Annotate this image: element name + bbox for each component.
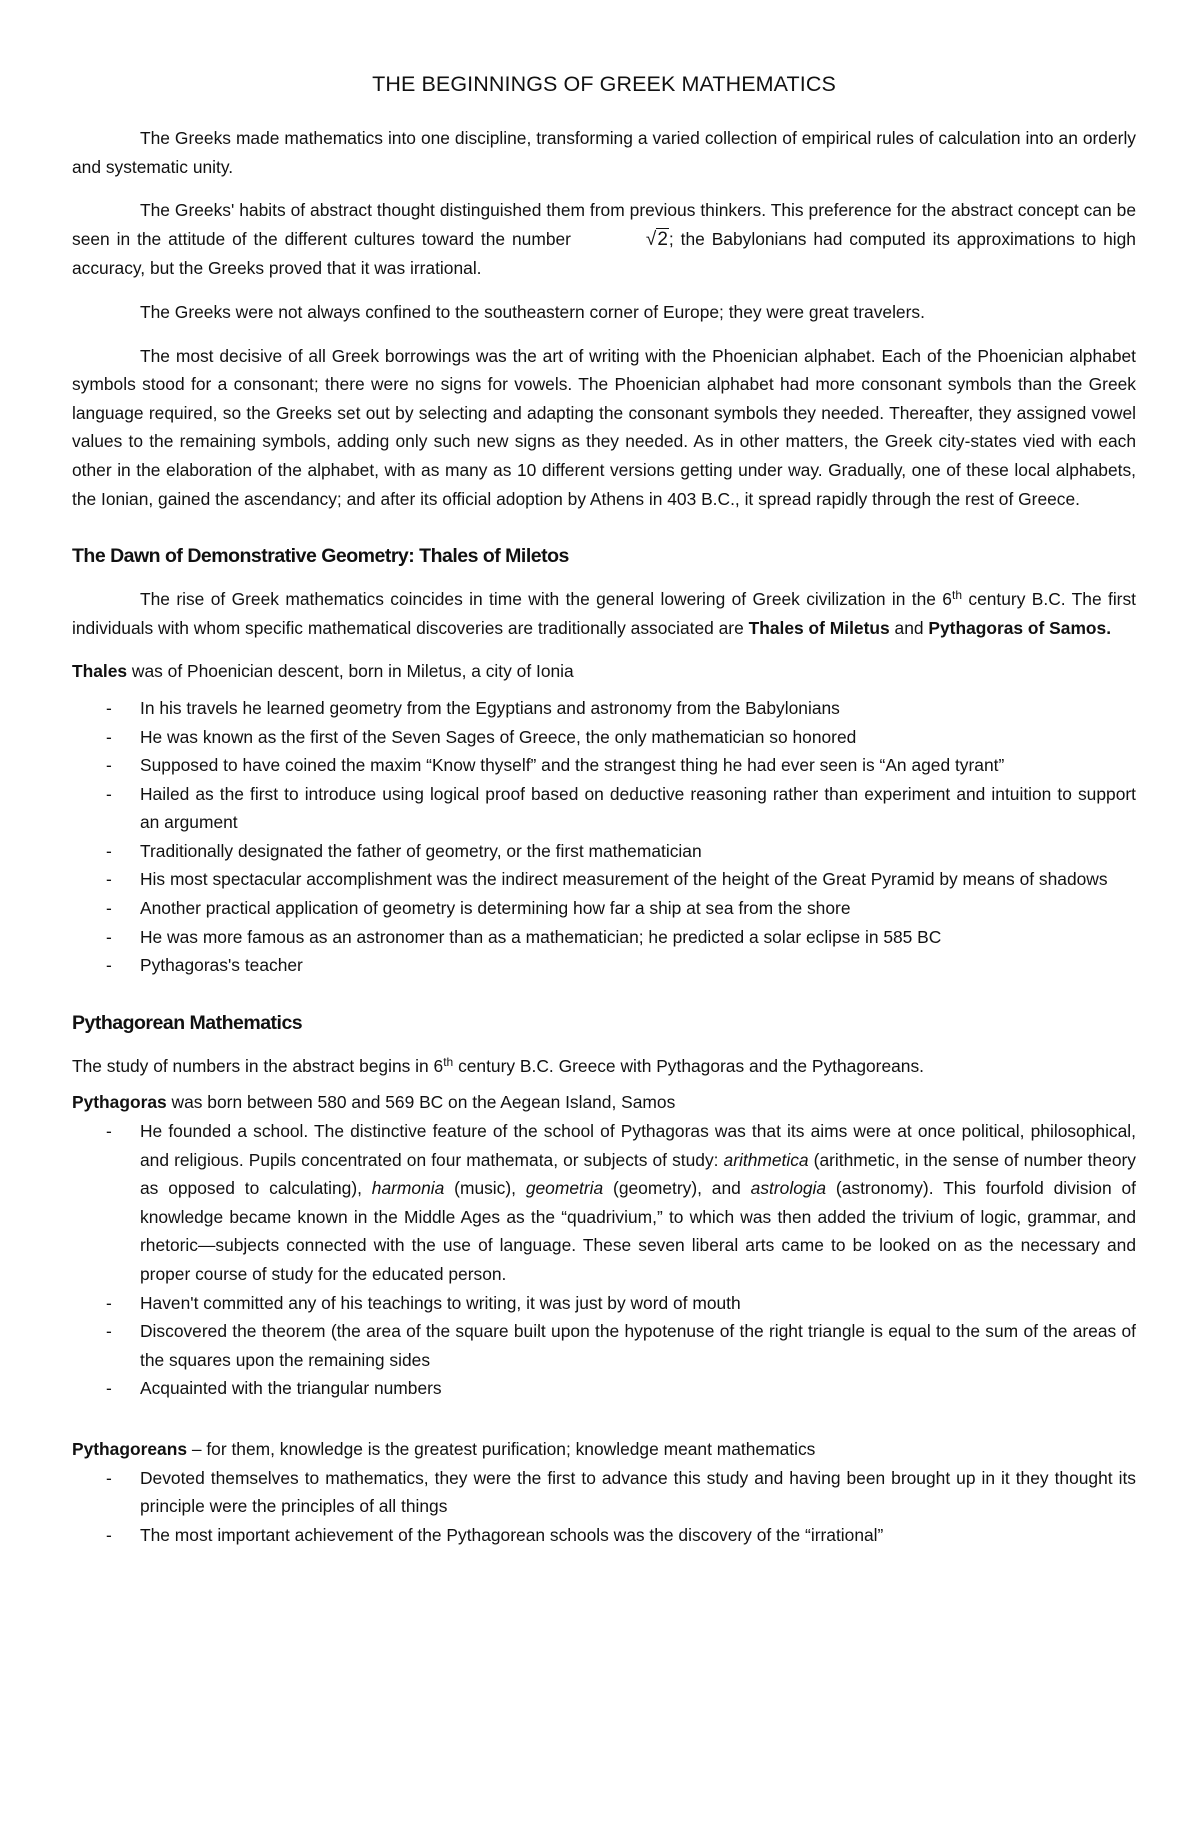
radicand: 2 (657, 228, 668, 250)
pythagoras-label-bold: Pythagoras (72, 1092, 167, 1113)
thales-name-bold: Thales of Miletus (748, 617, 890, 638)
list-item-text: Traditionally designated the father of geometry, or the first mathematician (140, 840, 702, 861)
dash-marker: - (106, 840, 112, 861)
italic-term: harmonia (371, 1178, 445, 1199)
dash-marker: - (106, 1121, 112, 1142)
ordinal-superscript: th (443, 1054, 454, 1069)
thales-intro-and: and (889, 617, 929, 638)
list-item-text: The most important achievement of the Pythagorean schools was the discovery of the “irrational” (140, 1524, 884, 1545)
italic-term: geometria (525, 1178, 604, 1199)
thales-descent-text: was of Phoenician descent, born in Miletus, a city of Ionia (127, 661, 574, 682)
pythagorean-intro-paragraph (72, 1052, 1136, 1081)
intro-p2-text-before: The Greeks' habits of abstract thought distinguished them from previous thinkers. This preference for the abstract concept can be seen in the attitude of the different cultures toward the number (72, 200, 1136, 249)
list-item (72, 1464, 1136, 1521)
dash-marker: - (106, 898, 112, 919)
intro-paragraph-4: The most decisive of all Greek borrowings was the art of writing with the Phoenician alphabet. Each of the Phoenician alphabet symbols stood for a consonant; there were no signs for vowels. The Phoenician alphabet had more consonant symbols than the Greek language required, so the Greeks set out by selecting and adapting the consonant symbols they needed. Thereafter, they assigned vowel values to the remaining symbols, adding only such new signs as they needed. As in other matters, the Greek city-states vied with each other in the elaboration of the alphabet, with as many as 10 different versions getting under way. Gradually, one of these local alphabets, the Ionian, gained the ascendancy; and after its official adoption by Athens in 403 B.C., it spread rapidly through the rest of Greece. (72, 345, 1136, 509)
intro-paragraph-2 (72, 196, 1136, 283)
dash-marker: - (106, 1292, 112, 1313)
list-item (72, 894, 1136, 923)
pythagoreans-line (72, 1435, 1136, 1464)
list-item-text: Supposed to have coined the maxim “Know thyself” and the strangest thing he had ever seen is “An aged tyrant” (140, 755, 1005, 776)
list-item-text: Haven't committed any of his teachings to writing, it was just by word of mouth (140, 1292, 741, 1313)
list-item-text: Pythagoras's teacher (140, 955, 303, 976)
pythagoras-name-bold: Pythagoras of Samos. (928, 617, 1112, 638)
dash-marker: - (106, 1378, 112, 1399)
pythagorean-intro-text-1: The study of numbers in the abstract begins in 6 (72, 1055, 444, 1076)
list-item (72, 780, 1136, 837)
radical-sign: √ (645, 228, 657, 250)
list-item-text: Devoted themselves to mathematics, they were the first to advance this study and having been brought up in it they thought its principle were the principles of all things (140, 1467, 1136, 1517)
pythagorean-intro-text-2: century B.C. Greece with Pythagoras and the Pythagoreans. (453, 1055, 925, 1076)
dash-marker: - (106, 1467, 112, 1488)
dash-marker: - (106, 697, 112, 718)
list-item-text: Acquainted with the triangular numbers (140, 1378, 442, 1399)
ordinal-superscript: th (951, 588, 962, 603)
dash-marker: - (106, 1524, 112, 1545)
pythagoreans-bullet-list (72, 1464, 1136, 1550)
pythagoreans-label-bold: Pythagoreans (72, 1438, 188, 1459)
italic-term: arithmetica (723, 1149, 809, 1170)
thales-descent-line (72, 657, 1136, 686)
list-item (72, 837, 1136, 866)
list-item (72, 1521, 1136, 1550)
list-item-text: He was more famous as an astronomer than as a mathematician; he predicted a solar eclipse in 585 BC (140, 926, 942, 947)
dash-marker: - (106, 926, 112, 947)
list-item (72, 751, 1136, 780)
list-item-text: He was known as the first of the Seven Sages of Greece, the only mathematician so honored (140, 726, 857, 747)
pythagoras-birth-line (72, 1088, 1136, 1117)
document-title: THE BEGINNINGS OF GREEK MATHEMATICS (372, 72, 836, 96)
list-item-text: Discovered the theorem (the area of the square built upon the hypotenuse of the right triangle is equal to the sum of the areas of the squares upon the remaining sides (140, 1321, 1136, 1370)
pythagoras-birth-text: was born between 580 and 569 BC on the Aegean Island, Samos (166, 1092, 676, 1113)
thales-intro-text-2: century B.C. The first individuals with whom specific mathematical discoveries are traditionally associated are (72, 589, 1136, 638)
sqrt-two-symbol (578, 226, 669, 255)
dash-marker: - (106, 955, 112, 976)
intro-p2-text-after: ; the Babylonians had computed its approximations to high accuracy, but the Greeks proved that it was irrational. (72, 228, 1136, 279)
list-item (72, 1289, 1136, 1318)
thales-bullet-list (72, 694, 1136, 980)
thales-label-bold: Thales (72, 661, 128, 682)
dash-marker: - (106, 869, 112, 890)
list-item (72, 723, 1136, 752)
thales-section-heading: The Dawn of Demonstrative Geometry: Thales of Miletos (72, 545, 569, 568)
dash-marker: - (106, 1321, 112, 1342)
italic-term: astrologia (750, 1178, 827, 1199)
thales-intro-paragraph (72, 585, 1136, 642)
dash-marker: - (106, 783, 112, 804)
list-item-text: Hailed as the first to introduce using logical proof based on deductive reasoning rather than experiment and intuition to support an argument (140, 783, 1136, 833)
intro-paragraph-3: The Greeks were not always confined to the southeastern corner of Europe; they were great travelers. (140, 301, 925, 322)
list-item (72, 951, 1136, 980)
thales-intro-text-1: The rise of Greek mathematics coincides in time with the general lowering of Greek civilization in the 6 (140, 589, 952, 610)
dash-marker: - (106, 726, 112, 747)
list-item-text: He founded a school. The distinctive feature of the school of Pythagoras was that its aims were at once political, philosophical, and religious. Pupils concentrated on four mathemata, or subjects of study: arithmetica (arithmetic, in the sense of number theory as opposed to calculating), harmonia (music), geometria (geometry), and astrologia (astronomy). This fourfold division of knowledge became known in the Middle Ages as the “quadrivium,” to which was then added the trivium of logic, grammar, and rhetoric—subjects connected with the use of language. These seven liberal arts came to be looked on as the necessary and proper course of study for the educated person. (140, 1121, 1136, 1284)
list-item (72, 923, 1136, 952)
list-item (72, 1317, 1136, 1374)
pythagoreans-text: – for them, knowledge is the greatest purification; knowledge meant mathematics (187, 1438, 816, 1459)
list-item-text: His most spectacular accomplishment was the indirect measurement of the height of the Great Pyramid by means of shadows (140, 869, 1108, 890)
list-item (72, 1374, 1136, 1403)
pythagorean-section-heading: Pythagorean Mathematics (72, 1011, 303, 1034)
list-item (72, 694, 1136, 723)
document-page (72, 70, 1136, 1559)
section-spacer (72, 1413, 1136, 1435)
list-item-text: Another practical application of geometry is determining how far a ship at sea from the shore (140, 898, 851, 919)
list-item (72, 1117, 1136, 1289)
list-item (72, 865, 1136, 894)
pythagoras-bullet-list (72, 1117, 1136, 1403)
dash-marker: - (106, 755, 112, 776)
intro-paragraph-1: The Greeks made mathematics into one discipline, transforming a varied collection of empirical rules of calculation into an orderly and systematic unity. (72, 128, 1136, 177)
list-item-text: In his travels he learned geometry from the Egyptians and astronomy from the Babylonians (140, 697, 840, 718)
